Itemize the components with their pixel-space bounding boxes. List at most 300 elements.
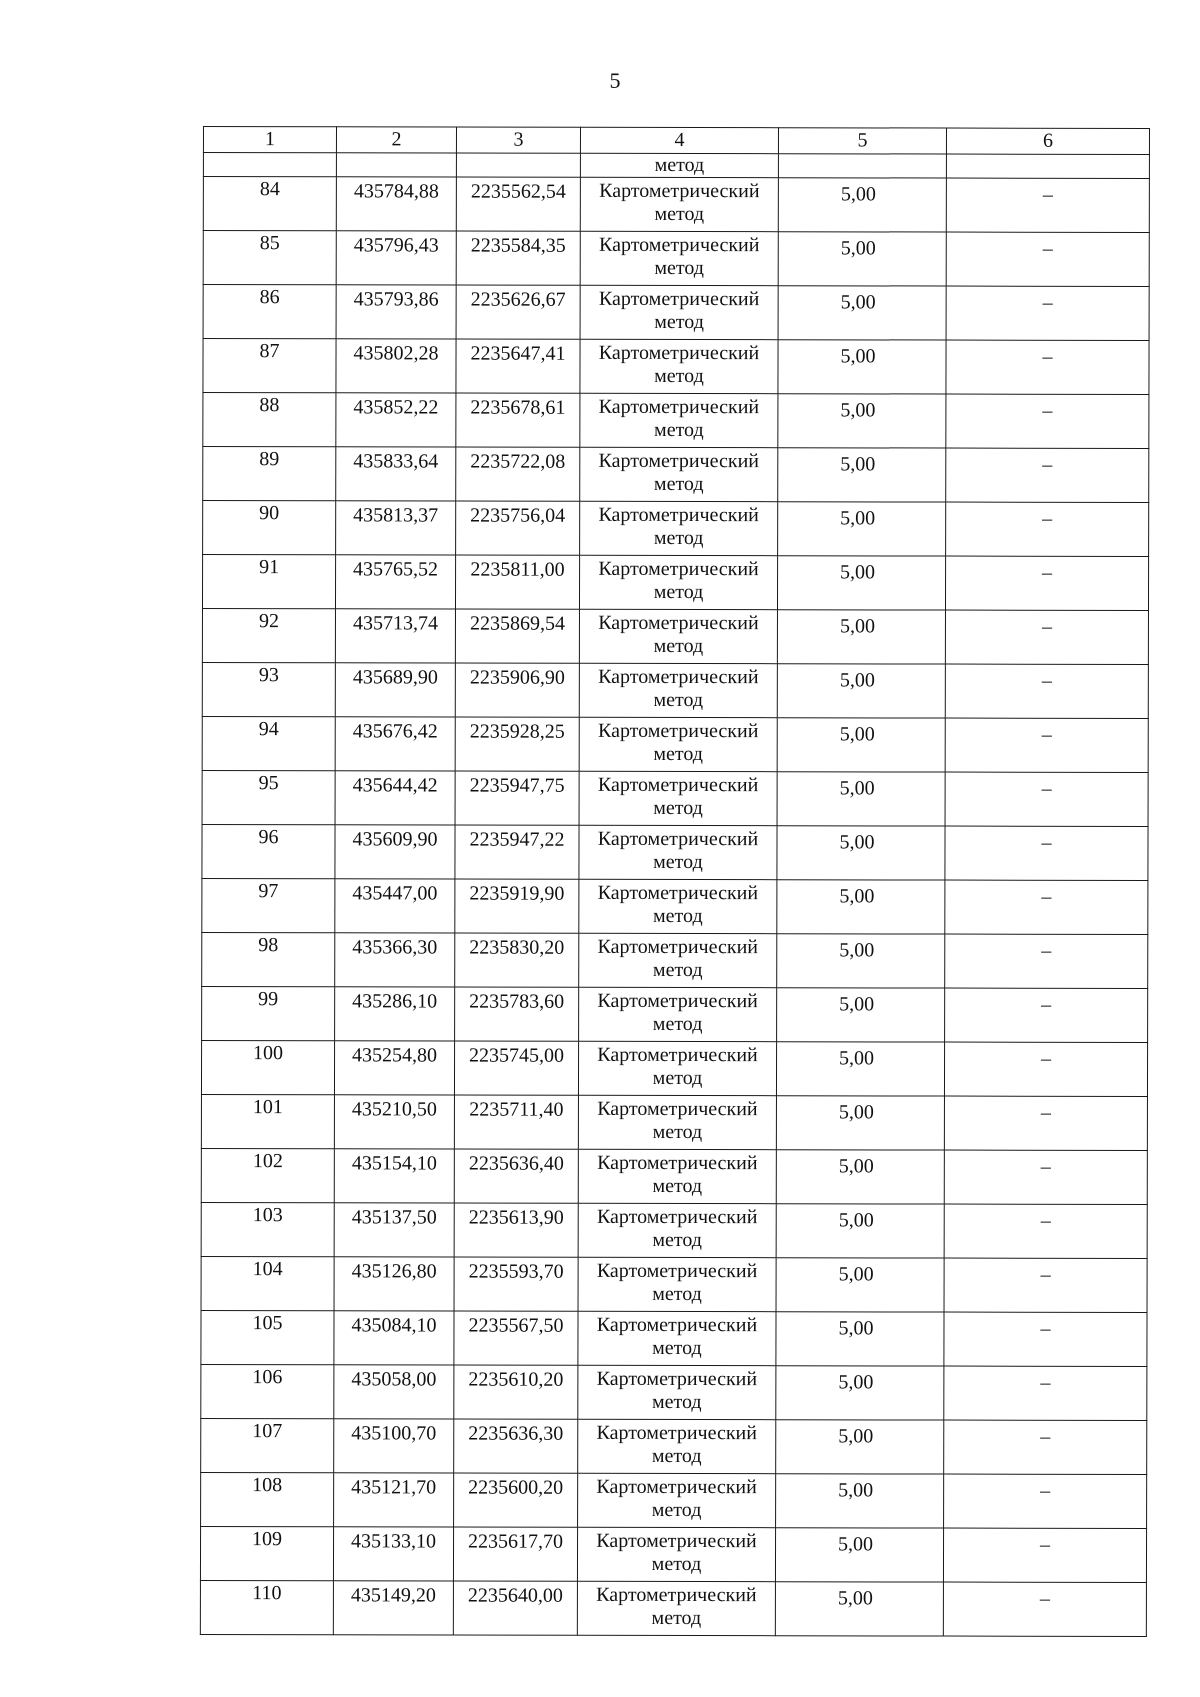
accuracy-cell-text: 5,00 <box>838 1155 874 1178</box>
method-cell-text-line1: Картометрический <box>596 1529 757 1553</box>
header-cell-1: 1 <box>203 127 336 153</box>
point-number-cell-text: 90 <box>259 502 280 525</box>
x-coordinate-cell-text: 435100,70 <box>351 1422 437 1445</box>
point-number-cell <box>201 1202 334 1256</box>
method-cell <box>580 177 778 231</box>
x-coordinate-cell <box>335 987 455 1041</box>
y-coordinate-cell-text: 2235906,90 <box>469 666 565 689</box>
method-cell-text-line1: Картометрический <box>598 557 759 581</box>
method-cell <box>578 1203 776 1257</box>
method-cell-text-line2: метод <box>653 796 703 820</box>
y-coordinate-cell-text: 2235830,20 <box>469 936 565 959</box>
x-coordinate-cell-text: 435133,10 <box>351 1530 437 1553</box>
x-coordinate-cell <box>335 663 455 717</box>
note-cell-text: – <box>1040 1101 1051 1124</box>
accuracy-cell <box>777 772 945 826</box>
y-coordinate-cell-text: 2235636,30 <box>468 1422 564 1445</box>
y-coordinate-cell <box>454 1419 578 1473</box>
accuracy-cell-text: 5,00 <box>840 345 876 368</box>
method-cell <box>578 1365 776 1419</box>
y-coordinate-cell <box>455 825 579 879</box>
accuracy-cell <box>777 934 945 988</box>
x-coordinate-cell-text: 435796,43 <box>353 234 439 257</box>
x-coordinate-cell-text: 435149,20 <box>350 1584 436 1607</box>
continuation-cell-empty <box>203 153 336 177</box>
table-row <box>202 716 1148 772</box>
method-cell-text-line2: метод <box>653 742 704 766</box>
accuracy-cell-text: 5,00 <box>839 1047 875 1070</box>
accuracy-cell-text: 5,00 <box>839 669 875 692</box>
method-cell-text-line1: Картометрический <box>598 233 760 257</box>
table-row <box>201 1202 1147 1258</box>
method-cell-text-line2: метод <box>652 1336 702 1360</box>
x-coordinate-cell-text: 435126,80 <box>351 1260 437 1283</box>
method-cell-text-line1: Картометрический <box>598 449 760 473</box>
accuracy-cell <box>776 1258 944 1312</box>
y-coordinate-cell-text: 2235947,22 <box>469 828 565 851</box>
accuracy-cell-text: 5,00 <box>839 777 875 800</box>
method-cell-text-line1: Картометрический <box>596 1313 758 1337</box>
accuracy-cell-text: 5,00 <box>838 1317 874 1340</box>
method-cell-text-line1: Картометрический <box>598 503 759 527</box>
point-number-cell <box>202 878 335 932</box>
note-cell <box>946 286 1149 340</box>
y-coordinate-cell <box>455 771 579 825</box>
method-cell-text-line2: метод <box>652 1012 703 1036</box>
note-cell <box>945 718 1148 772</box>
method-cell-text-line2: метод <box>652 1282 702 1306</box>
y-coordinate-cell <box>456 177 580 231</box>
note-cell <box>944 1204 1147 1258</box>
accuracy-cell <box>775 1528 943 1582</box>
header-cell-6: 6 <box>946 128 1149 154</box>
x-coordinate-cell <box>334 1203 454 1257</box>
table-row <box>201 1418 1147 1474</box>
x-coordinate-cell-text: 435689,90 <box>352 666 438 689</box>
point-number-cell-text: 95 <box>258 772 279 795</box>
point-number-cell-text: 87 <box>259 340 280 363</box>
point-number-cell <box>202 770 335 824</box>
point-number-cell-text: 91 <box>259 556 280 579</box>
method-cell-text-line2: метод <box>651 1606 702 1630</box>
method-cell <box>579 717 777 771</box>
x-coordinate-cell-text: 435784,88 <box>353 180 439 203</box>
point-number-cell-text: 99 <box>258 988 279 1011</box>
continuation-cell-empty <box>778 154 946 178</box>
point-number-cell <box>202 716 335 770</box>
note-cell <box>944 1096 1147 1150</box>
accuracy-cell-text: 5,00 <box>839 615 875 638</box>
table-row <box>203 177 1149 233</box>
method-cell <box>579 771 777 825</box>
y-coordinate-cell <box>456 447 580 501</box>
method-cell <box>580 393 778 447</box>
accuracy-cell <box>776 1150 944 1204</box>
note-cell-text: – <box>1042 399 1053 422</box>
point-number-cell-text: 93 <box>258 664 279 687</box>
x-coordinate-cell-text: 435084,10 <box>351 1314 437 1337</box>
table-row <box>200 1580 1146 1636</box>
y-coordinate-cell <box>454 1473 578 1527</box>
note-cell-text: – <box>1041 939 1052 962</box>
point-number-cell <box>200 1526 333 1580</box>
y-coordinate-cell-text: 2235640,00 <box>467 1584 563 1607</box>
accuracy-cell <box>776 1204 944 1258</box>
method-cell <box>578 1257 776 1311</box>
method-cell-text-line1: Картометрический <box>597 719 759 743</box>
note-cell <box>945 934 1148 988</box>
x-coordinate-cell <box>334 1095 454 1149</box>
x-coordinate-cell <box>335 717 455 771</box>
note-cell-text: – <box>1041 993 1052 1016</box>
method-cell-text-line1: Картометрический <box>596 1583 757 1607</box>
point-number-cell-text: 109 <box>252 1528 283 1551</box>
accuracy-cell-text: 5,00 <box>838 1371 874 1394</box>
note-cell-text: – <box>1040 1263 1051 1286</box>
method-cell-text-line1: Картометрический <box>597 1151 758 1175</box>
note-cell <box>944 1474 1147 1528</box>
method-cell-text-line1: Картометрический <box>597 881 759 905</box>
method-cell-text-line1: Картометрический <box>598 395 760 419</box>
y-coordinate-cell <box>455 717 579 771</box>
point-number-cell-text: 88 <box>259 394 280 417</box>
method-cell-text-line2: метод <box>653 850 703 874</box>
accuracy-cell-text: 5,00 <box>840 507 876 530</box>
table-row <box>203 447 1149 503</box>
method-cell-text-line2: метод <box>653 472 704 496</box>
accuracy-cell <box>778 178 946 232</box>
table-row <box>202 878 1148 934</box>
note-cell <box>943 1528 1146 1582</box>
note-cell <box>945 826 1148 880</box>
method-cell-text-line2: метод <box>654 364 704 388</box>
header-cell-3: 3 <box>456 127 580 153</box>
table-row <box>201 1094 1147 1150</box>
method-cell <box>578 1095 776 1149</box>
table-row <box>201 1040 1147 1096</box>
accuracy-cell-text: 5,00 <box>838 1263 874 1286</box>
method-cell-text-line1: Картометрический <box>597 989 758 1013</box>
table-row <box>202 824 1148 880</box>
y-coordinate-cell <box>454 1149 578 1203</box>
table-row <box>203 231 1149 287</box>
accuracy-cell <box>776 1096 944 1150</box>
note-cell-text: – <box>1040 1533 1051 1556</box>
y-coordinate-cell <box>453 1581 577 1635</box>
table-row <box>202 555 1148 611</box>
point-number-cell-text: 107 <box>252 1420 283 1443</box>
note-cell-text: – <box>1041 723 1052 746</box>
y-coordinate-cell-text: 2235678,61 <box>470 396 566 419</box>
x-coordinate-cell <box>335 879 455 933</box>
accuracy-cell-text: 5,00 <box>838 1101 874 1124</box>
x-coordinate-cell <box>336 501 456 555</box>
accuracy-cell-text: 5,00 <box>838 1533 874 1556</box>
note-cell <box>945 610 1148 664</box>
note-cell <box>945 556 1148 610</box>
y-coordinate-cell <box>454 1095 578 1149</box>
note-cell <box>944 1420 1147 1474</box>
method-cell <box>580 285 778 339</box>
point-number-cell <box>202 986 335 1040</box>
table-row <box>202 662 1148 718</box>
method-cell <box>580 339 778 393</box>
x-coordinate-cell <box>334 1419 454 1473</box>
method-cell <box>577 1581 775 1635</box>
method-cell <box>579 609 777 663</box>
accuracy-cell-text: 5,00 <box>839 723 875 746</box>
accuracy-cell-text: 5,00 <box>840 291 876 314</box>
y-coordinate-cell-text: 2235947,75 <box>469 774 565 797</box>
header-row <box>203 127 1149 155</box>
table-row <box>202 770 1148 826</box>
method-cell-text-line1: Картометрический <box>597 773 759 797</box>
method-cell-text-line2: метод <box>651 1552 702 1576</box>
y-coordinate-cell <box>455 555 579 609</box>
y-coordinate-cell <box>455 663 579 717</box>
method-cell-text-line2: метод <box>653 904 703 928</box>
x-coordinate-cell <box>336 177 456 231</box>
method-cell-text-line2: метод <box>651 1498 702 1522</box>
method-cell-text-line2: метод <box>653 526 704 550</box>
note-cell <box>945 772 1148 826</box>
accuracy-cell-text: 5,00 <box>837 1587 873 1610</box>
method-cell <box>579 663 777 717</box>
method-cell-text-line1: Картометрический <box>596 1475 757 1499</box>
accuracy-cell <box>778 340 946 394</box>
point-number-cell <box>203 231 336 285</box>
y-coordinate-cell-text: 2235722,08 <box>470 450 566 473</box>
x-coordinate-cell-text: 435802,28 <box>353 342 439 365</box>
y-coordinate-cell-text: 2235919,90 <box>469 882 565 905</box>
method-cell-text-line1: Картометрический <box>597 1043 758 1067</box>
coordinates-table <box>200 126 1150 1637</box>
note-cell-text: – <box>1039 1587 1050 1610</box>
point-number-cell <box>200 1580 333 1634</box>
method-cell-text-line2: метод <box>653 688 704 712</box>
accuracy-cell-text: 5,00 <box>838 1479 874 1502</box>
method-cell-text-line2: метод <box>654 418 704 442</box>
point-number-cell <box>203 447 336 501</box>
y-coordinate-cell-text: 2235711,40 <box>469 1098 564 1121</box>
point-number-cell-text: 100 <box>253 1042 284 1065</box>
y-coordinate-cell-text: 2235636,40 <box>468 1152 564 1175</box>
method-cell <box>579 933 777 987</box>
method-cell-text-line1: Картометрический <box>598 611 759 635</box>
x-coordinate-cell-text: 435447,00 <box>352 882 438 905</box>
y-coordinate-cell-text: 2235928,25 <box>469 720 565 743</box>
x-coordinate-cell-text: 435765,52 <box>353 558 439 581</box>
method-cell-text-line2: метод <box>654 202 705 226</box>
x-coordinate-cell-text: 435137,50 <box>351 1206 437 1229</box>
x-coordinate-cell-text: 435254,80 <box>352 1044 438 1067</box>
continuation-cell-empty <box>456 153 580 177</box>
point-number-cell <box>201 1094 334 1148</box>
continuation-cell-empty <box>336 153 456 177</box>
method-cell-text-line1: Картометрический <box>598 665 759 689</box>
point-number-cell <box>202 555 335 609</box>
point-number-cell <box>203 177 336 231</box>
x-coordinate-cell <box>334 1257 454 1311</box>
point-number-cell <box>201 1040 334 1094</box>
x-coordinate-cell <box>334 1365 454 1419</box>
note-cell-text: – <box>1042 453 1053 476</box>
point-number-cell <box>202 824 335 878</box>
table-row <box>201 1364 1147 1420</box>
y-coordinate-cell-text: 2235745,00 <box>469 1044 565 1067</box>
y-coordinate-cell-text: 2235617,70 <box>468 1530 564 1553</box>
point-number-cell-text: 108 <box>252 1474 283 1497</box>
x-coordinate-cell <box>335 771 455 825</box>
method-cell-text-line1: Картометрический <box>596 1259 758 1283</box>
accuracy-cell <box>778 394 946 448</box>
y-coordinate-cell <box>455 879 579 933</box>
method-cell-text-line2: метод <box>653 634 704 658</box>
point-number-cell <box>202 609 335 663</box>
point-number-cell <box>201 1418 334 1472</box>
x-coordinate-cell <box>335 555 455 609</box>
y-coordinate-cell <box>456 231 580 285</box>
accuracy-cell-text: 5,00 <box>840 399 876 422</box>
page-number: 5 <box>609 68 621 93</box>
method-cell-text-line1: Картометрический <box>598 287 760 311</box>
method-cell-text-line2: метод <box>652 1066 703 1090</box>
continuation-method-text: метод <box>580 153 778 177</box>
y-coordinate-cell <box>456 339 580 393</box>
x-coordinate-cell-text: 435286,10 <box>352 990 438 1013</box>
note-cell-text: – <box>1041 777 1052 800</box>
x-coordinate-cell <box>334 1149 454 1203</box>
point-number-cell <box>203 339 336 393</box>
method-cell-text-line2: метод <box>654 256 705 280</box>
y-coordinate-cell <box>456 501 580 555</box>
y-coordinate-cell-text: 2235584,35 <box>470 234 566 257</box>
x-coordinate-cell-text: 435852,22 <box>353 396 439 419</box>
y-coordinate-cell <box>454 1041 578 1095</box>
note-cell <box>946 340 1149 394</box>
accuracy-cell-text: 5,00 <box>839 993 875 1016</box>
table-row <box>201 1472 1147 1528</box>
point-number-cell <box>201 1256 334 1310</box>
note-cell-text: – <box>1040 1317 1051 1340</box>
y-coordinate-cell <box>454 1257 578 1311</box>
method-cell-text-line2: метод <box>652 1174 703 1198</box>
point-number-cell <box>203 393 336 447</box>
x-coordinate-cell-text: 435121,70 <box>351 1476 437 1499</box>
point-number-cell <box>201 1310 334 1364</box>
x-coordinate-cell <box>334 1311 454 1365</box>
method-cell <box>578 1473 776 1527</box>
point-number-cell <box>202 932 335 986</box>
note-cell-text: – <box>1042 291 1053 314</box>
accuracy-cell <box>777 880 945 934</box>
note-cell-text: – <box>1041 1047 1052 1070</box>
point-number-cell-text: 102 <box>252 1150 283 1173</box>
accuracy-cell <box>777 826 945 880</box>
y-coordinate-cell-text: 2235593,70 <box>468 1260 564 1283</box>
accuracy-cell <box>776 1312 944 1366</box>
y-coordinate-cell <box>454 1311 578 1365</box>
note-cell-text: – <box>1041 615 1052 638</box>
accuracy-cell-text: 5,00 <box>840 237 876 260</box>
y-coordinate-cell-text: 2235756,04 <box>470 504 566 527</box>
note-cell <box>945 988 1148 1042</box>
note-cell <box>946 502 1149 556</box>
y-coordinate-cell-text: 2235613,90 <box>468 1206 564 1229</box>
note-cell <box>945 664 1148 718</box>
table-row <box>203 501 1149 557</box>
accuracy-cell-text: 5,00 <box>838 1425 874 1448</box>
x-coordinate-cell <box>333 1527 453 1581</box>
accuracy-cell-text: 5,00 <box>839 831 875 854</box>
point-number-cell-text: 106 <box>252 1366 283 1389</box>
continuation-cell-empty <box>946 154 1149 178</box>
y-coordinate-cell <box>454 1203 578 1257</box>
method-cell <box>579 555 777 609</box>
x-coordinate-cell-text: 435676,42 <box>352 720 438 743</box>
accuracy-cell-text: 5,00 <box>838 1209 874 1232</box>
method-cell-text-line2: метод <box>653 580 704 604</box>
x-coordinate-cell-text: 435833,64 <box>353 450 439 473</box>
table-row <box>202 932 1148 988</box>
note-cell <box>944 1258 1147 1312</box>
x-coordinate-cell <box>335 609 455 663</box>
y-coordinate-cell <box>455 933 579 987</box>
note-cell <box>946 394 1149 448</box>
y-coordinate-cell <box>453 1527 577 1581</box>
accuracy-cell <box>777 610 945 664</box>
method-cell-text-line2: метод <box>651 1444 702 1468</box>
note-cell <box>944 1150 1147 1204</box>
table-row <box>201 1148 1147 1204</box>
header-cell-5: 5 <box>778 128 946 154</box>
method-cell <box>577 1527 775 1581</box>
accuracy-cell <box>777 988 945 1042</box>
point-number-cell-text: 104 <box>252 1258 283 1281</box>
y-coordinate-cell-text: 2235567,50 <box>468 1314 564 1337</box>
y-coordinate-cell-text: 2235647,41 <box>470 342 566 365</box>
y-coordinate-cell <box>456 393 580 447</box>
method-cell <box>580 231 778 285</box>
x-coordinate-cell-text: 435058,00 <box>351 1368 437 1391</box>
y-coordinate-cell-text: 2235610,20 <box>468 1368 564 1391</box>
note-cell <box>946 178 1149 232</box>
x-coordinate-cell-text: 435609,90 <box>352 828 438 851</box>
y-coordinate-cell <box>455 609 579 663</box>
table-row <box>202 609 1148 665</box>
table-row <box>203 285 1149 341</box>
point-number-cell <box>202 662 335 716</box>
point-number-cell-text: 101 <box>252 1096 283 1119</box>
x-coordinate-cell-text: 435644,42 <box>352 774 438 797</box>
note-cell-text: – <box>1042 183 1053 206</box>
x-coordinate-cell <box>333 1581 453 1635</box>
note-cell <box>945 880 1148 934</box>
point-number-cell-text: 85 <box>259 232 280 255</box>
y-coordinate-cell <box>456 285 580 339</box>
note-cell-text: – <box>1041 669 1052 692</box>
x-coordinate-cell <box>336 447 456 501</box>
point-number-cell <box>203 285 336 339</box>
method-cell-text-line1: Картометрический <box>597 1097 758 1121</box>
note-cell-text: – <box>1040 1425 1051 1448</box>
accuracy-cell <box>776 1042 944 1096</box>
method-cell-text-line1: Картометрический <box>597 827 759 851</box>
x-coordinate-cell <box>334 1473 454 1527</box>
note-cell <box>944 1312 1147 1366</box>
point-number-cell-text: 105 <box>252 1312 283 1335</box>
point-number-cell-text: 96 <box>258 826 279 849</box>
